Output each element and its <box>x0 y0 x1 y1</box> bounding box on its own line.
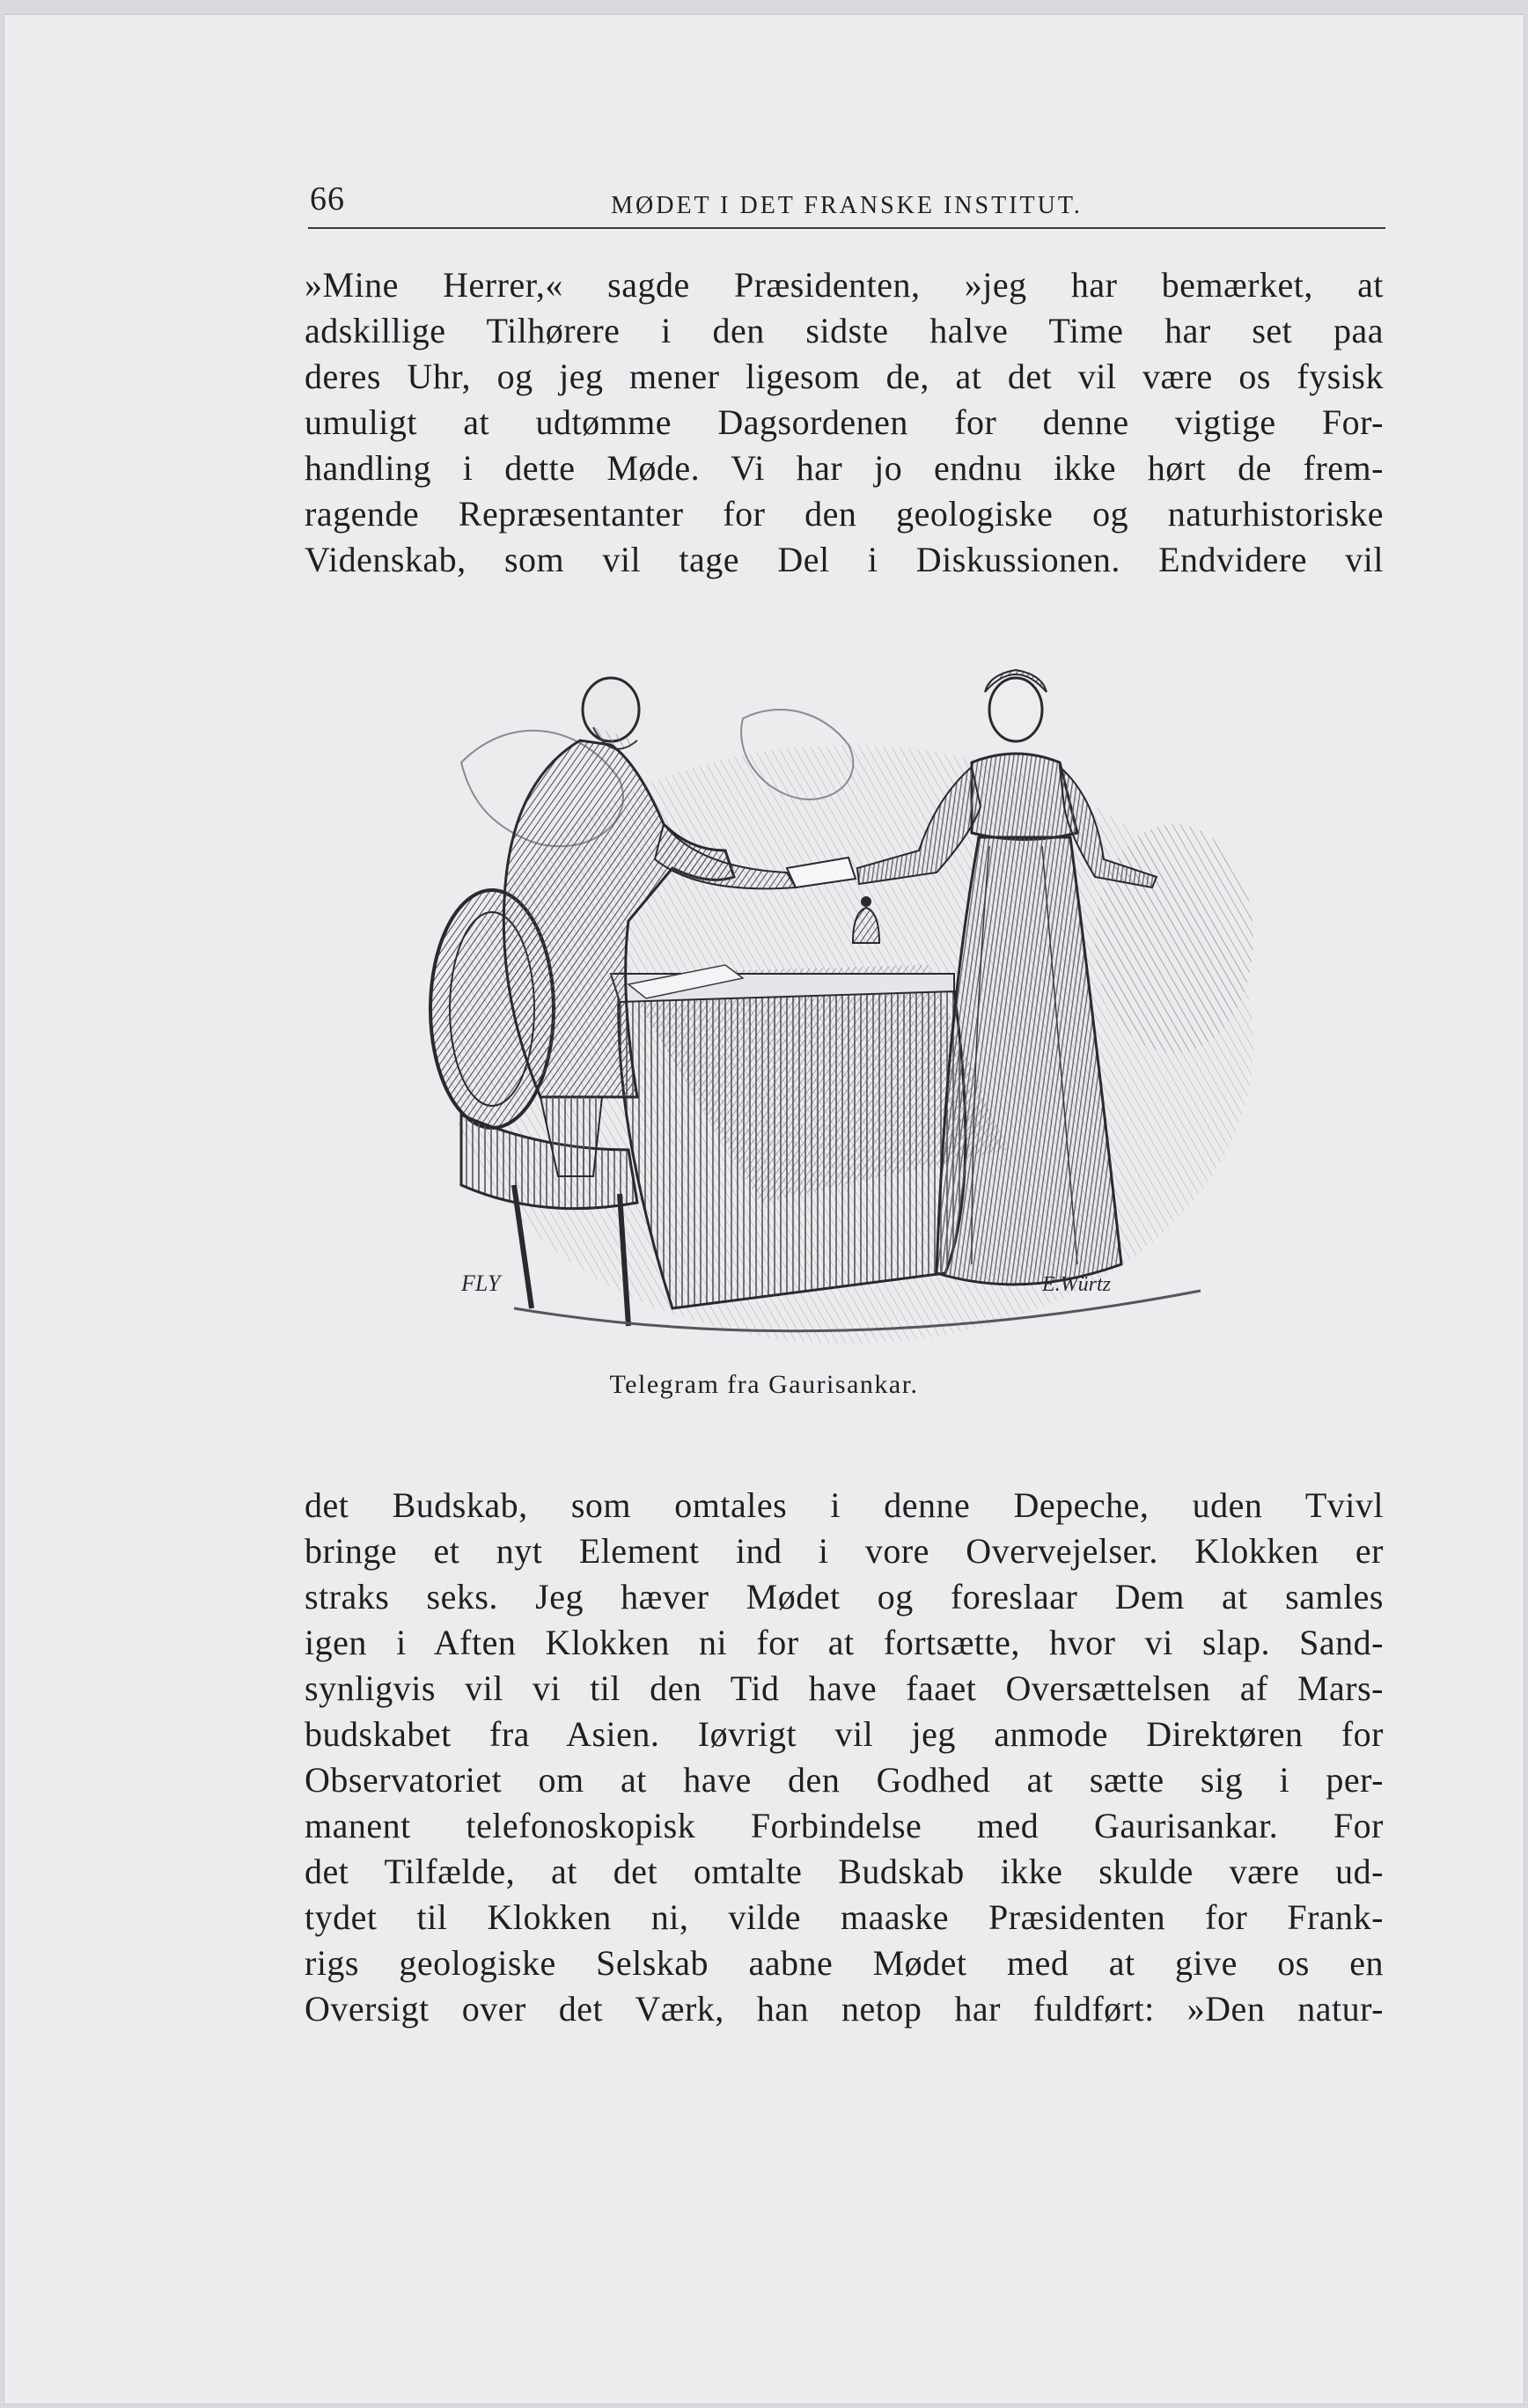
book-page <box>4 14 1524 2404</box>
running-title: MØDET I DET FRANSKE INSTITUT. <box>611 192 1083 219</box>
text-line: »Mine Herrer,« sagde Præsidenten, »jeg har bemærket, at <box>305 265 1384 305</box>
text-line: synligvis vil vi til den Tid have faaet Oversættelsen af Mars- <box>305 1668 1384 1708</box>
text-line: bringe et nyt Element ind i vore Overvejelser. Klokken er <box>305 1531 1384 1571</box>
text-line: handling i dette Møde. Vi har jo endnu ikke hørt de frem- <box>305 448 1384 488</box>
text-line: manent telefonoskopisk Forbindelse med Gaurisankar. For <box>305 1806 1384 1845</box>
text-line: Observatoriet om at have den Godhed at sætte sig i per- <box>305 1760 1384 1800</box>
text-line: tydet til Klokken ni, vilde maaske Præsidenten for Frank- <box>305 1897 1384 1937</box>
text-line: Videnskab, som vil tage Del i Diskussionen. Endvidere vil <box>305 540 1384 579</box>
page-number: 66 <box>310 180 345 217</box>
engraving-illustration <box>408 657 1271 1361</box>
text-line: deres Uhr, og jeg mener ligesom de, at det vil være os fysisk <box>305 357 1384 396</box>
text-line: igen i Aften Klokken ni for at fortsætte, hvor vi slap. Sand- <box>305 1623 1384 1662</box>
body-text-bottom <box>305 1483 1384 2032</box>
body-text-top <box>305 262 1384 583</box>
text-line: umuligt at udtømme Dagsordenen for denne vigtige For- <box>305 402 1384 442</box>
page-header <box>308 174 1385 229</box>
text-line: budskabet fra Asien. Iøvrigt vil jeg anmode Direktøren for <box>305 1714 1384 1754</box>
figure-caption: Telegram fra Gaurisankar. <box>609 1370 919 1399</box>
text-line: ragende Repræsentanter for den geologiske og naturhistoriske <box>305 494 1384 534</box>
illustration-telegram <box>408 657 1271 1361</box>
text-line: det Budskab, som omtales i denne Depeche, uden Tvivl <box>305 1485 1384 1525</box>
artist-signature-left: FLY <box>461 1270 501 1296</box>
text-line: rigs geologiske Selskab aabne Mødet med at give os en <box>305 1943 1384 1983</box>
artist-signature-right: E.Würtz <box>1042 1273 1111 1296</box>
text-line: det Tilfælde, at det omtalte Budskab ikke skulde være ud- <box>305 1852 1384 1891</box>
text-line: adskillige Tilhørere i den sidste halve Time har set paa <box>305 311 1384 350</box>
text-line: Oversigt over det Værk, han netop har fuldført: »Den natur- <box>305 1989 1384 2029</box>
text-line: straks seks. Jeg hæver Mødet og foreslaar Dem at samles <box>305 1577 1384 1616</box>
